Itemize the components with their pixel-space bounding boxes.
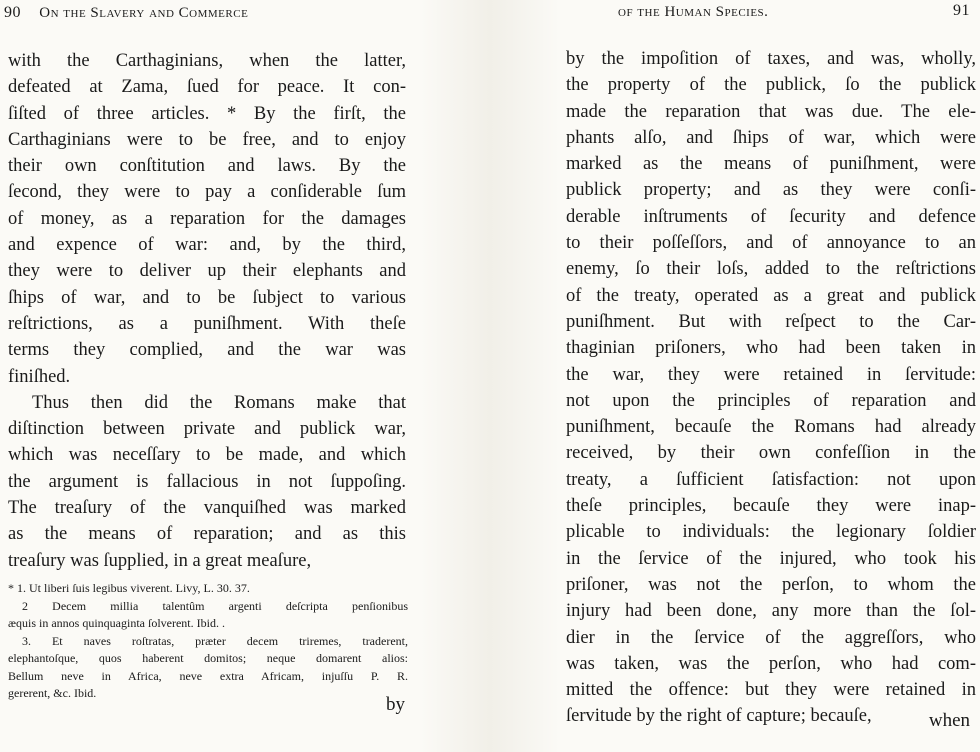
text-line: diſtinction between private and publick war, xyxy=(8,419,406,440)
footnote-line: Bellum neve in Africa, neve extra Africam, injuſſu P. R. xyxy=(8,668,408,683)
left-running-head xyxy=(4,4,248,22)
text-line: treaſury was ſupplied, in a great meaſure, xyxy=(8,550,312,571)
right-page-number: 91 xyxy=(953,2,970,19)
text-line: and expence of war: and, by the third, xyxy=(8,235,406,256)
left-page xyxy=(0,0,420,752)
text-line: theſe principles, becauſe they were inap- xyxy=(566,496,976,517)
text-line: which was neceſſary to be made, and which xyxy=(8,445,406,466)
left-running-head-text: On the Slavery and Commerce xyxy=(39,5,249,21)
text-line: the property of the publick, ſo the publick xyxy=(566,75,976,96)
footnote-line: gererent, &c. Ibid. xyxy=(8,686,97,700)
text-line: as the means of reparation; and as this xyxy=(8,524,406,545)
text-line: thaginian priſoners, who had been taken in xyxy=(566,338,976,359)
text-line: reſtrictions, as a puniſhment. With theſe xyxy=(8,313,406,334)
text-line: mitted the offence: but they were retained in xyxy=(566,680,976,701)
text-line: with the Carthaginians, when the latter, xyxy=(8,51,406,71)
text-line: they were to deliver up their elephants and xyxy=(8,261,406,282)
text-line: enemy, ſo their loſs, added to the reſtrictions xyxy=(566,259,976,280)
text-line: received, by their own confeſſion in the xyxy=(566,443,976,464)
text-line: the war, they were retained in ſervitude: xyxy=(566,364,976,385)
text-line: priſoner, was not the perſon, to whom the xyxy=(566,574,976,595)
right-running-head-text: of the Human Species. xyxy=(618,4,769,20)
text-line: in the ſervice of the injured, who took his xyxy=(566,548,976,569)
text-line: publick property; and as they were conſi- xyxy=(566,180,976,201)
left-footnotes xyxy=(8,580,408,703)
book-gutter xyxy=(420,0,560,752)
text-line: Thus then did the Romans make that xyxy=(32,392,406,413)
text-line: ſhips of war, and to be ſubject to various xyxy=(8,287,406,308)
left-body-text xyxy=(8,48,406,574)
text-line: puniſhment, becauſe the Romans had already xyxy=(566,417,976,438)
text-line: terms they complied, and the war was xyxy=(8,340,406,361)
right-body-text xyxy=(566,46,976,730)
text-line: of the treaty, operated as a great and publick xyxy=(566,285,976,306)
text-line: plicable to individuals: the legionary ſoldier xyxy=(566,522,976,543)
text-line: ſervitude by the right of capture; becauſe, xyxy=(566,706,872,727)
right-catchword: when xyxy=(928,710,970,731)
text-line: treaty, a ſufficient ſatisfaction: not upon xyxy=(566,469,976,490)
text-line: their own conſtitution and laws. By the xyxy=(8,156,406,177)
text-line: defeated at Zama, ſued for peace. It con- xyxy=(8,77,406,98)
text-line: not upon the principles of reparation and xyxy=(566,390,976,411)
text-line: marked as the means of puniſhment, were xyxy=(566,154,976,175)
text-line: was taken, was the perſon, who had com- xyxy=(566,653,976,674)
text-line: to their poſſeſſors, and of annoyance to an xyxy=(566,233,976,254)
text-line: made the reparation that was due. The ele- xyxy=(566,101,976,122)
text-line: the argument is fallacious in not ſuppoſing. xyxy=(8,471,406,492)
left-catchword: by xyxy=(386,694,405,715)
left-page-number: 90 xyxy=(4,4,21,21)
text-line: dier in the ſervice of the aggreſſors, who xyxy=(566,627,976,648)
text-line: by the impoſition of taxes, and was, wholly, xyxy=(566,49,976,69)
text-line: derable inſtruments of ſecurity and defence xyxy=(566,206,976,227)
right-page xyxy=(560,0,980,752)
footnote-line: 2 Decem millia talentûm argenti deſcripta penſionibus xyxy=(22,598,408,613)
footnote-line: * 1. Ut liberi ſuis legibus viverent. Livy, L. 30. 37. xyxy=(8,581,250,595)
right-running-head xyxy=(618,4,980,21)
text-line: Carthaginians were to be free, and to enjoy xyxy=(8,129,406,150)
text-line: of money, as a reparation for the damages xyxy=(8,208,406,229)
text-line: injury had been done, any more than the ſol- xyxy=(566,601,976,622)
footnote-line: æquis in annos quinquaginta ſolverent. Ibid. . xyxy=(8,616,225,630)
footnote-line: 3. Et naves roſtratas, præter decem triremes, traderent, xyxy=(22,633,408,648)
text-line: ſecond, they were to pay a conſiderable ſum xyxy=(8,182,406,203)
text-line: ſiſted of three articles. * By the firſt, the xyxy=(8,103,406,124)
text-line: finiſhed. xyxy=(8,366,71,387)
text-line: puniſhment. But with reſpect to the Car- xyxy=(566,311,976,332)
text-line: The treaſury of the vanquiſhed was marked xyxy=(8,498,406,519)
text-line: phants alſo, and ſhips of war, which were xyxy=(566,127,976,148)
footnote-line: elephantoſque, quos haberent domitos; neque domarent alios: xyxy=(8,651,408,665)
